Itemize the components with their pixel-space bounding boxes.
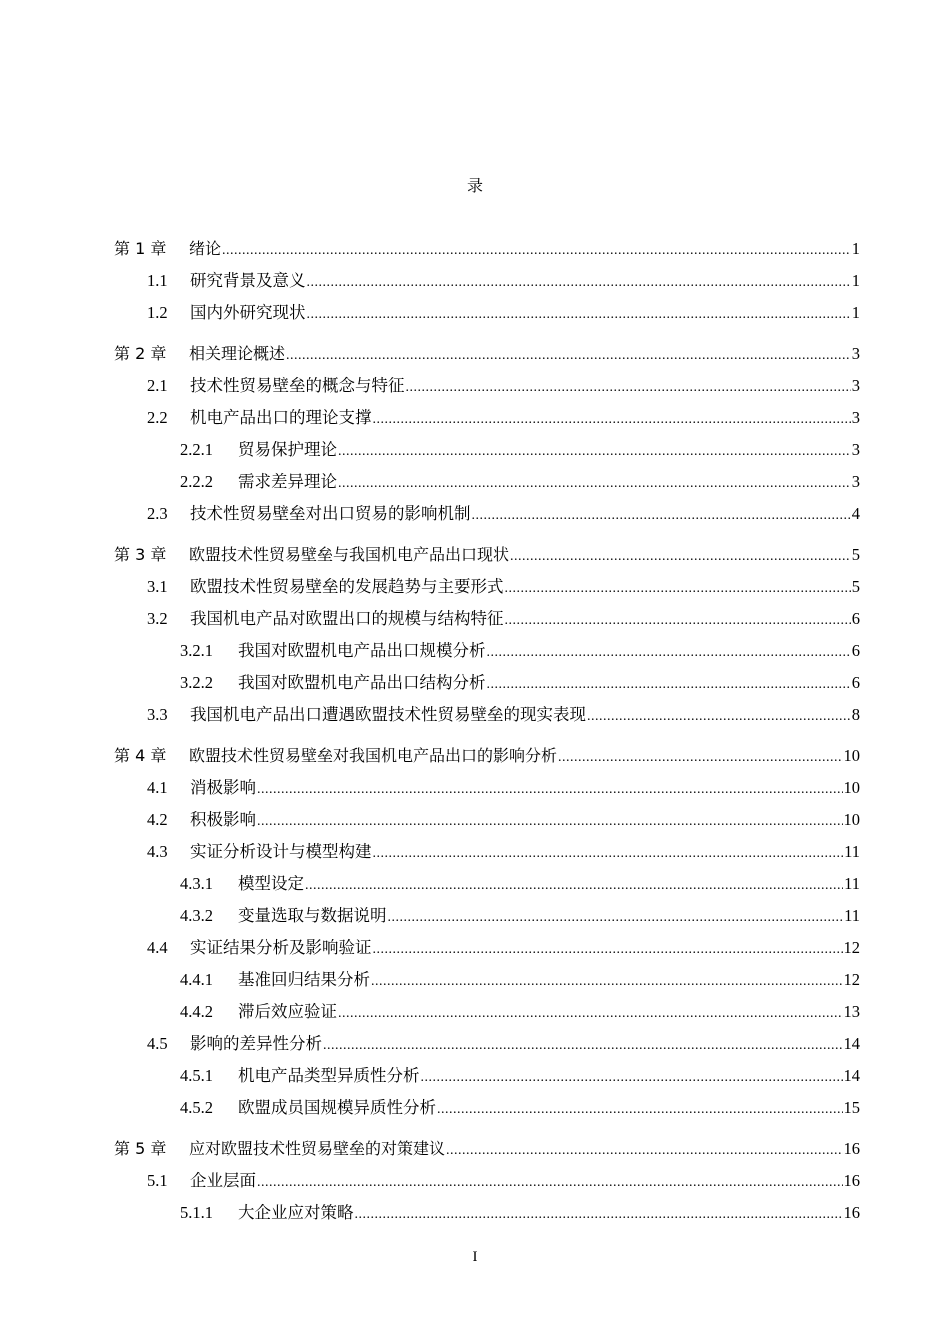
toc-entry-number: 2.2.1 — [180, 440, 213, 459]
toc-title: 录 — [466, 178, 483, 195]
toc-entry-number: 3.3 — [147, 705, 168, 724]
toc-entry-page: 16 — [843, 1203, 860, 1222]
toc-subsection-entry[interactable] — [114, 868, 860, 900]
toc-dot-leader — [510, 541, 851, 573]
toc-entry-number: 4.5 — [147, 1034, 168, 1053]
toc-entry-number: 3.1 — [147, 577, 168, 596]
toc-entry-number: 4.1 — [147, 778, 168, 797]
toc-entry-page: 4 — [851, 504, 860, 523]
toc-subsection-entry[interactable] — [114, 996, 860, 1028]
toc-entry-number: 2.1 — [147, 376, 168, 395]
toc-entry-page: 13 — [843, 1002, 860, 1021]
toc-entry-title: 需求差异理论 — [238, 472, 337, 491]
page-number: I — [472, 1249, 478, 1265]
toc-entry-page: 5 — [851, 545, 860, 564]
toc-dot-leader — [257, 1167, 843, 1199]
toc-entry-title: 滞后效应验证 — [238, 1002, 337, 1021]
toc-entry-number: 4.4 — [147, 938, 168, 957]
toc-entry-number: 2.2.2 — [180, 472, 213, 491]
toc-dot-leader — [355, 1199, 843, 1231]
toc-dot-leader — [373, 934, 843, 966]
toc-section-entry[interactable] — [114, 603, 860, 635]
toc-entry-number: 4.4.1 — [180, 970, 213, 989]
toc-subsection-entry[interactable] — [114, 466, 860, 498]
toc-dot-leader — [472, 500, 851, 532]
toc-entry-page: 3 — [851, 472, 860, 491]
toc-entry-title: 影响的差异性分析 — [190, 1034, 322, 1053]
toc-entry-number: 2.3 — [147, 504, 168, 523]
toc-entry-number: 第 2 章 — [114, 344, 167, 363]
toc-subsection-entry[interactable] — [114, 1092, 860, 1124]
toc-entry-title: 欧盟成员国规模异质性分析 — [238, 1098, 436, 1117]
toc-section-entry[interactable] — [114, 772, 860, 804]
toc-entry-page: 1 — [851, 303, 860, 322]
toc-entry-page: 6 — [851, 609, 860, 628]
toc-entry-number: 4.5.1 — [180, 1066, 213, 1085]
toc-entry-page: 16 — [843, 1171, 860, 1190]
toc-chapter-entry[interactable] — [114, 233, 860, 265]
toc-entry-page: 14 — [843, 1034, 860, 1053]
toc-entry-page: 11 — [844, 842, 860, 861]
toc-entry-page: 5 — [851, 577, 860, 596]
toc-section-entry[interactable] — [114, 836, 860, 868]
toc-dot-leader — [338, 436, 851, 468]
toc-entry-page: 10 — [843, 810, 860, 829]
toc-entry-page: 1 — [851, 271, 860, 290]
toc-dot-leader — [305, 870, 843, 902]
toc-entry-title: 基准回归结果分析 — [238, 970, 370, 989]
toc-entry-number: 1.1 — [147, 271, 168, 290]
toc-dot-leader — [388, 902, 844, 934]
toc-entry-number: 4.2 — [147, 810, 168, 829]
toc-dot-leader — [487, 669, 851, 701]
toc-chapter-entry[interactable] — [114, 539, 860, 571]
toc-dot-leader — [338, 468, 851, 500]
toc-entry-page: 15 — [843, 1098, 860, 1117]
toc-entry-number: 第 5 章 — [114, 1139, 167, 1158]
toc-entry-title: 我国机电产品出口遭遇欧盟技术性贸易壁垒的现实表现 — [190, 705, 586, 724]
toc-dot-leader — [257, 806, 843, 838]
toc-entry-page: 14 — [843, 1066, 860, 1085]
toc-entry-page: 6 — [851, 673, 860, 692]
toc-entry-title: 大企业应对策略 — [238, 1203, 354, 1222]
toc-entry-number: 4.3.1 — [180, 874, 213, 893]
toc-section-entry[interactable] — [114, 402, 860, 434]
toc-entry-number: 2.2 — [147, 408, 168, 427]
toc-dot-leader — [373, 838, 844, 870]
toc-entry-title: 技术性贸易壁垒的概念与特征 — [190, 376, 405, 395]
toc-entry-page: 16 — [843, 1139, 860, 1158]
toc-entry-page: 3 — [851, 344, 860, 363]
toc-entry-page: 11 — [844, 906, 860, 925]
toc-entry-title: 我国机电产品对欧盟出口的规模与结构特征 — [190, 609, 504, 628]
toc-entry-page: 3 — [851, 376, 860, 395]
toc-section-entry[interactable] — [114, 297, 860, 329]
toc-section-entry[interactable] — [114, 932, 860, 964]
toc-entry-title: 企业层面 — [190, 1171, 256, 1190]
toc-section-entry[interactable] — [114, 498, 860, 530]
toc-entry-page: 10 — [843, 778, 860, 797]
toc-subsection-entry[interactable] — [114, 635, 860, 667]
toc-entry-title: 欧盟技术性贸易壁垒的发展趋势与主要形式 — [190, 577, 504, 596]
table-of-contents — [114, 233, 860, 1229]
toc-dot-leader — [373, 404, 851, 436]
toc-entry-number: 5.1.1 — [180, 1203, 213, 1222]
toc-entry-number: 4.4.2 — [180, 1002, 213, 1021]
toc-entry-title: 欧盟技术性贸易壁垒与我国机电产品出口现状 — [189, 545, 510, 564]
toc-dot-leader — [338, 998, 843, 1030]
toc-entry-title: 绪论 — [189, 239, 222, 258]
toc-section-entry[interactable] — [114, 265, 860, 297]
toc-entry-page: 11 — [844, 874, 860, 893]
toc-section-entry[interactable] — [114, 1028, 860, 1060]
toc-entry-number: 3.2.1 — [180, 641, 213, 660]
toc-entry-title: 机电产品类型异质性分析 — [238, 1066, 420, 1085]
toc-entry-title: 模型设定 — [238, 874, 304, 893]
toc-entry-page: 6 — [851, 641, 860, 660]
toc-entry-title: 机电产品出口的理论支撑 — [190, 408, 372, 427]
toc-dot-leader — [323, 1030, 843, 1062]
toc-entry-title: 研究背景及意义 — [190, 271, 306, 290]
toc-entry-title: 欧盟技术性贸易壁垒对我国机电产品出口的影响分析 — [189, 746, 558, 765]
toc-entry-page: 3 — [851, 440, 860, 459]
toc-entry-number: 第 1 章 — [114, 239, 167, 258]
toc-section-entry[interactable] — [114, 1165, 860, 1197]
toc-entry-title: 我国对欧盟机电产品出口结构分析 — [238, 673, 486, 692]
toc-entry-number: 3.2 — [147, 609, 168, 628]
toc-dot-leader — [505, 605, 851, 637]
toc-chapter-entry[interactable] — [114, 740, 860, 772]
toc-entry-page: 3 — [851, 408, 860, 427]
toc-dot-leader — [487, 637, 851, 669]
toc-entry-title: 我国对欧盟机电产品出口规模分析 — [238, 641, 486, 660]
toc-dot-leader — [307, 267, 851, 299]
toc-entry-title: 实证分析设计与模型构建 — [190, 842, 372, 861]
toc-dot-leader — [587, 701, 851, 733]
toc-chapter-entry[interactable] — [114, 338, 860, 370]
toc-entry-page: 1 — [851, 239, 860, 258]
toc-dot-leader — [505, 573, 851, 605]
toc-entry-number: 4.3 — [147, 842, 168, 861]
toc-entry-title: 国内外研究现状 — [190, 303, 306, 322]
toc-section-entry[interactable] — [114, 804, 860, 836]
toc-entry-number: 1.2 — [147, 303, 168, 322]
toc-dot-leader — [421, 1062, 843, 1094]
toc-entry-title: 实证结果分析及影响验证 — [190, 938, 372, 957]
toc-entry-title: 贸易保护理论 — [238, 440, 337, 459]
toc-section-entry[interactable] — [114, 370, 860, 402]
toc-subsection-entry[interactable] — [114, 1197, 860, 1229]
toc-subsection-entry[interactable] — [114, 667, 860, 699]
toc-entry-number: 3.2.2 — [180, 673, 213, 692]
toc-subsection-entry[interactable] — [114, 434, 860, 466]
toc-dot-leader — [307, 299, 851, 331]
toc-entry-page: 10 — [843, 746, 860, 765]
toc-chapter-entry[interactable] — [114, 1133, 860, 1165]
toc-entry-page: 12 — [843, 970, 860, 989]
toc-section-entry[interactable] — [114, 571, 860, 603]
toc-dot-leader — [437, 1094, 843, 1126]
toc-entry-number: 4.5.2 — [180, 1098, 213, 1117]
toc-dot-leader — [371, 966, 843, 998]
toc-dot-leader — [286, 340, 851, 372]
toc-entry-number: 5.1 — [147, 1171, 168, 1190]
toc-dot-leader — [558, 742, 842, 774]
toc-entry-title: 应对欧盟技术性贸易壁垒的对策建议 — [189, 1139, 446, 1158]
toc-subsection-entry[interactable] — [114, 964, 860, 996]
toc-entry-number: 第 4 章 — [114, 746, 167, 765]
toc-subsection-entry[interactable] — [114, 1060, 860, 1092]
toc-entry-page: 12 — [843, 938, 860, 957]
toc-entry-page: 8 — [851, 705, 860, 724]
toc-dot-leader — [222, 235, 851, 267]
toc-entry-title: 技术性贸易壁垒对出口贸易的影响机制 — [190, 504, 471, 523]
toc-entry-title: 相关理论概述 — [189, 344, 286, 363]
toc-dot-leader — [406, 372, 851, 404]
toc-section-entry[interactable] — [114, 699, 860, 731]
toc-entry-number: 第 3 章 — [114, 545, 167, 564]
toc-entry-title: 积极影响 — [190, 810, 256, 829]
toc-dot-leader — [257, 774, 843, 806]
toc-subsection-entry[interactable] — [114, 900, 860, 932]
toc-entry-number: 4.3.2 — [180, 906, 213, 925]
toc-entry-title: 变量选取与数据说明 — [238, 906, 387, 925]
toc-dot-leader — [446, 1135, 842, 1167]
toc-entry-title: 消极影响 — [190, 778, 256, 797]
